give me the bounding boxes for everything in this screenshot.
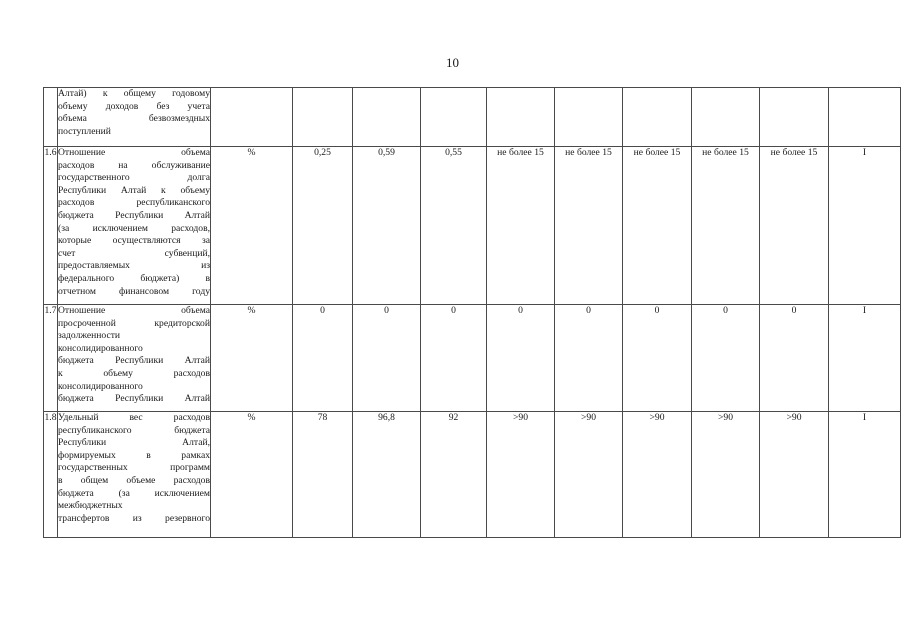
- last-cell: [829, 88, 901, 147]
- value-cell: 92: [421, 412, 487, 538]
- value-cell: [760, 88, 829, 147]
- indicator-name: Отношение объема просроченной кредиторской задолженности консолидированного бюджета Республики Алтай к объему расходов консолидированного бюджета Республики Алтай: [58, 305, 211, 412]
- page-number: 10: [446, 55, 459, 70]
- row-number: 1.8: [44, 412, 58, 538]
- value-cell: не более 15: [487, 147, 555, 305]
- indicator-name: Отношение объема расходов на обслуживание государственного долга Республики Алтай к объему расходов республиканского бюджета Республики Алтай (за исключением расходов, которые осуществляются за счет субвенций, предоставляемых из федерального бюджета) в отчетном финансовом году: [58, 147, 211, 305]
- value-cell: не более 15: [555, 147, 623, 305]
- indicator-name: Удельный вес расходов республиканского бюджета Республики Алтай, формируемых в рамках государственных программ в общем объеме расходов бюджета (за исключением межбюджетных трансфертов из резервного: [58, 412, 211, 538]
- value-cell: >90: [487, 412, 555, 538]
- last-cell: I: [829, 305, 901, 412]
- value-cell: 0: [487, 305, 555, 412]
- value-cell: >90: [760, 412, 829, 538]
- value-cell: 0,55: [421, 147, 487, 305]
- row-number: [44, 88, 58, 147]
- value-cell: [692, 88, 760, 147]
- value-cell: [293, 88, 353, 147]
- value-cell: >90: [692, 412, 760, 538]
- value-cell: >90: [623, 412, 692, 538]
- row-number: 1.6: [44, 147, 58, 305]
- value-cell: не более 15: [692, 147, 760, 305]
- value-cell: 0: [760, 305, 829, 412]
- value-cell: не более 15: [760, 147, 829, 305]
- value-cell: 0: [293, 305, 353, 412]
- row-number: 1.7: [44, 305, 58, 412]
- table-row: [44, 88, 901, 147]
- value-cell: [623, 88, 692, 147]
- value-cell: 96,8: [353, 412, 421, 538]
- value-cell: 0: [623, 305, 692, 412]
- value-cell: [353, 88, 421, 147]
- value-cell: 0: [421, 305, 487, 412]
- unit-cell: %: [211, 305, 293, 412]
- value-cell: 78: [293, 412, 353, 538]
- value-cell: [421, 88, 487, 147]
- value-cell: 0: [353, 305, 421, 412]
- table-row: [44, 147, 901, 305]
- unit-cell: %: [211, 412, 293, 538]
- value-cell: [555, 88, 623, 147]
- value-cell: 0: [692, 305, 760, 412]
- value-cell: 0,25: [293, 147, 353, 305]
- value-cell: >90: [555, 412, 623, 538]
- last-cell: I: [829, 147, 901, 305]
- value-cell: 0,59: [353, 147, 421, 305]
- unit-cell: %: [211, 147, 293, 305]
- value-cell: 0: [555, 305, 623, 412]
- indicators-table: [43, 87, 901, 538]
- value-cell: [487, 88, 555, 147]
- value-cell: не более 15: [623, 147, 692, 305]
- table-row: [44, 305, 901, 412]
- unit-cell: [211, 88, 293, 147]
- last-cell: I: [829, 412, 901, 538]
- indicator-name: Алтай) к общему годовому объему доходов без учета объема безвозмездных поступлений: [58, 88, 211, 147]
- table-row: [44, 412, 901, 538]
